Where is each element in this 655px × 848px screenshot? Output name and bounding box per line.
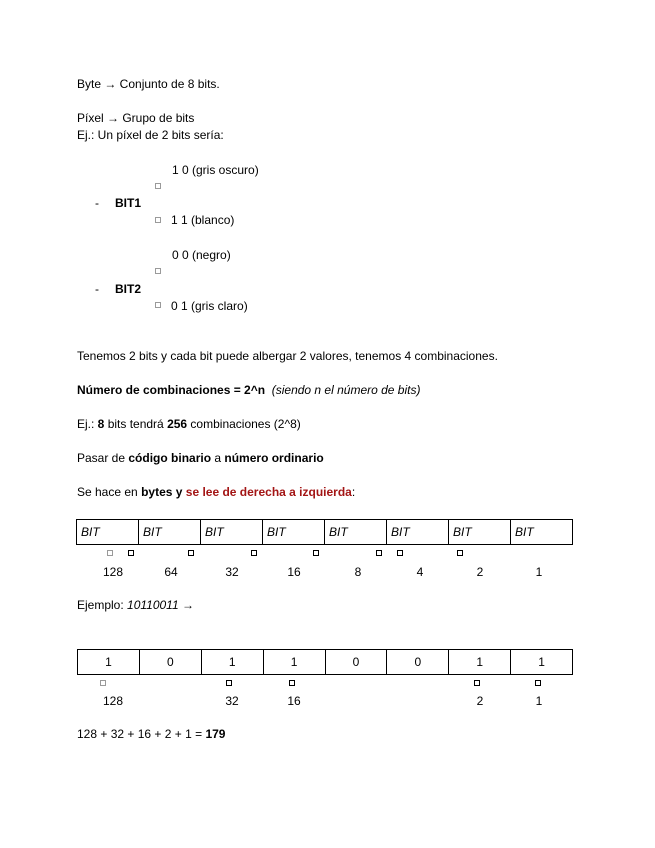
reading-suffix: : bbox=[351, 485, 356, 499]
conversion-title bbox=[77, 451, 324, 465]
bullet-square-icon bbox=[188, 550, 194, 556]
value-cell: 0 bbox=[387, 650, 449, 675]
bullet-square-icon bbox=[474, 680, 480, 686]
bullet-square-icon bbox=[251, 550, 257, 556]
binary-example-value: 10110011 → bbox=[127, 598, 194, 612]
conversion-ordinary: número ordinario bbox=[224, 451, 324, 465]
formula-bold: Número de combinaciones = 2^n bbox=[77, 383, 266, 397]
value-weight: 128 bbox=[102, 694, 124, 708]
value-weight: 2 bbox=[476, 694, 484, 708]
value-table-row bbox=[78, 650, 573, 675]
conversion-prefix: Pasar de bbox=[77, 451, 129, 465]
bullet-square-icon bbox=[155, 268, 161, 274]
bullet-square-icon bbox=[457, 550, 463, 556]
bullet-square-icon bbox=[107, 550, 113, 556]
bit-table-row bbox=[77, 520, 573, 545]
bit-cell: BIT bbox=[77, 520, 139, 545]
bullet-square-icon bbox=[397, 550, 403, 556]
value-cell: 1 bbox=[511, 650, 573, 675]
combination-count: 256 bbox=[167, 417, 188, 431]
combinations-formula bbox=[77, 383, 420, 397]
bit-weight: 32 bbox=[225, 565, 239, 579]
value-cell: 0 bbox=[325, 650, 387, 675]
formula-note: (siendo n el número de bits) bbox=[271, 383, 421, 397]
eight-bits-number: 8 bbox=[97, 417, 105, 431]
bit1-option-a: 1 0 (gris oscuro) bbox=[172, 163, 259, 177]
bullet-square-icon bbox=[155, 183, 161, 189]
sum-result: 179 bbox=[205, 727, 226, 741]
bit-cell: BIT bbox=[511, 520, 573, 545]
value-cell: 1 bbox=[263, 650, 325, 675]
bit1-option-b: 1 1 (blanco) bbox=[171, 213, 235, 227]
bit-cell: BIT bbox=[325, 520, 387, 545]
bullet-square-icon bbox=[100, 680, 106, 686]
bit-weight: 1 bbox=[535, 565, 543, 579]
bit-cell: BIT bbox=[449, 520, 511, 545]
sum-line bbox=[77, 727, 225, 741]
bit2-dash: - bbox=[95, 282, 99, 296]
value-weight: 1 bbox=[535, 694, 543, 708]
reading-prefix: Se hace en bbox=[77, 485, 142, 499]
bit2-label: BIT2 bbox=[115, 282, 142, 296]
reading-bytes: bytes y bbox=[141, 485, 183, 499]
value-weight: 16 bbox=[287, 694, 301, 708]
pixel-example-intro: Ej.: Un píxel de 2 bits sería: bbox=[77, 128, 224, 142]
bit-cell: BIT bbox=[139, 520, 201, 545]
value-table bbox=[77, 649, 573, 675]
reading-direction: se lee de derecha a izquierda bbox=[185, 485, 352, 499]
bullet-square-icon bbox=[155, 302, 161, 308]
bit-table bbox=[76, 519, 573, 545]
bit-weight: 8 bbox=[354, 565, 362, 579]
bit-weight: 64 bbox=[164, 565, 178, 579]
eight-bits-suffix: combinaciones (2^8) bbox=[187, 417, 301, 431]
sum-expression: 128 + 32 + 16 + 2 + 1 = bbox=[77, 727, 206, 741]
bit1-label: BIT1 bbox=[115, 196, 142, 210]
eight-bits-prefix: Ej.: bbox=[77, 417, 98, 431]
bullet-square-icon bbox=[155, 217, 161, 223]
conversion-binary: código binario bbox=[128, 451, 212, 465]
bullet-square-icon bbox=[535, 680, 541, 686]
conversion-mid: a bbox=[211, 451, 225, 465]
bullet-square-icon bbox=[226, 680, 232, 686]
eight-bits-mid: bits tendrá bbox=[104, 417, 168, 431]
value-cell: 0 bbox=[139, 650, 201, 675]
reading-rule bbox=[77, 485, 355, 499]
bit-weight: 2 bbox=[476, 565, 484, 579]
value-cell: 1 bbox=[201, 650, 263, 675]
binary-example bbox=[77, 598, 194, 612]
bit2-option-a: 0 0 (negro) bbox=[172, 248, 231, 262]
bullet-square-icon bbox=[289, 680, 295, 686]
binary-example-label: Ejemplo: bbox=[77, 598, 128, 612]
byte-definition: Byte → Conjunto de 8 bits. bbox=[77, 77, 220, 91]
value-cell: 1 bbox=[449, 650, 511, 675]
bit-weight: 128 bbox=[102, 565, 124, 579]
pixel-definition: Píxel → Grupo de bits bbox=[77, 111, 195, 125]
combinations-text: Tenemos 2 bits y cada bit puede albergar 2 valores, tenemos 4 combinaciones. bbox=[77, 349, 498, 363]
value-cell: 1 bbox=[78, 650, 140, 675]
eight-bits-example bbox=[77, 417, 301, 431]
bit-cell: BIT bbox=[201, 520, 263, 545]
bit-cell: BIT bbox=[263, 520, 325, 545]
bit-cell: BIT bbox=[387, 520, 449, 545]
bit2-option-b: 0 1 (gris claro) bbox=[171, 299, 248, 313]
bit-weight: 4 bbox=[416, 565, 424, 579]
bit-weight: 16 bbox=[287, 565, 301, 579]
bullet-square-icon bbox=[128, 550, 134, 556]
value-weight: 32 bbox=[225, 694, 239, 708]
bit1-dash: - bbox=[95, 196, 99, 210]
bullet-square-icon bbox=[313, 550, 319, 556]
bullet-square-icon bbox=[376, 550, 382, 556]
